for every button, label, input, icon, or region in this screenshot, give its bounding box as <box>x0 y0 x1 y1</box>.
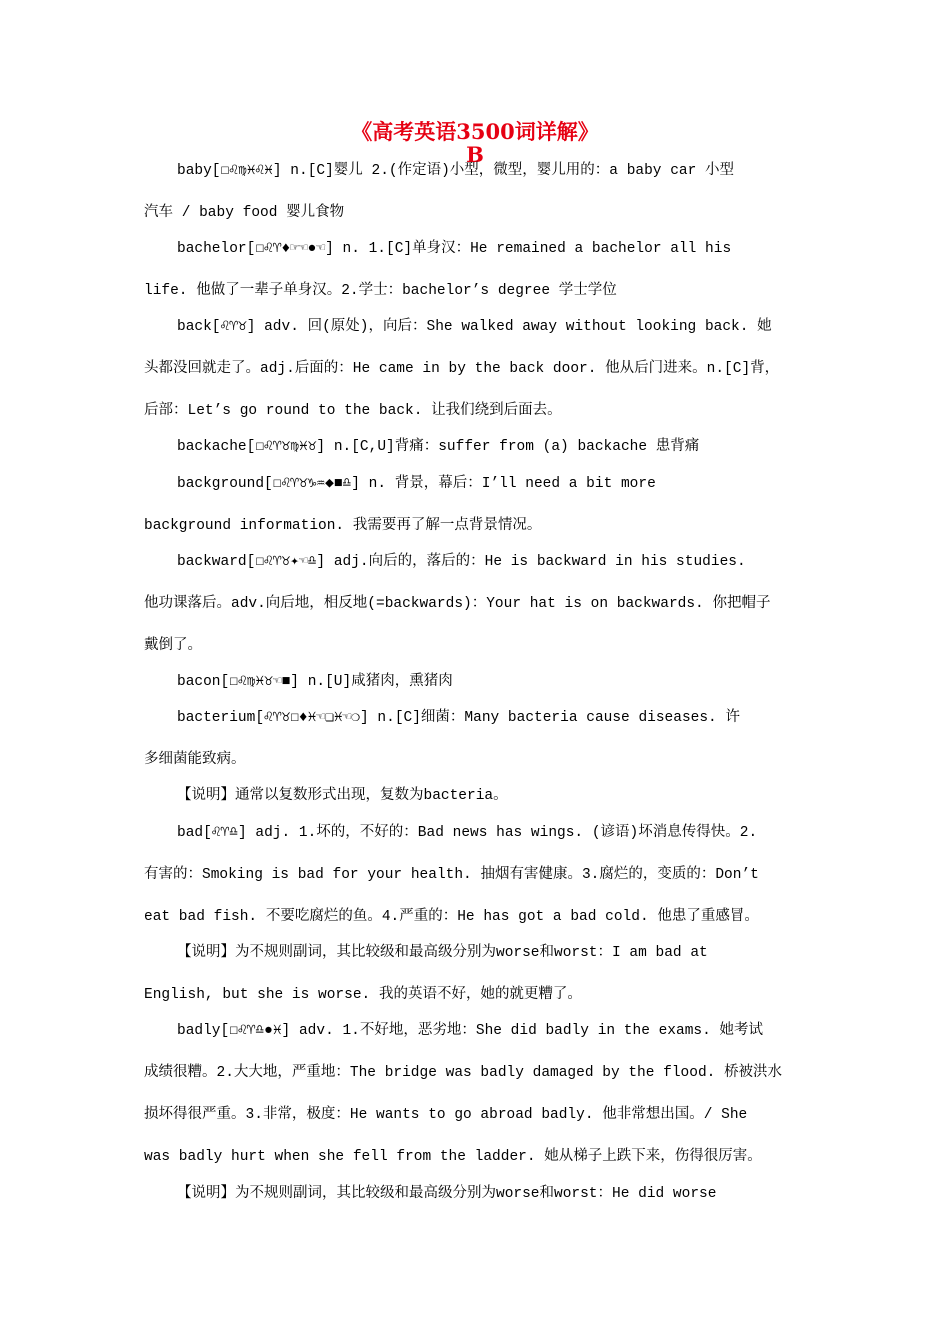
text-line <box>144 228 808 270</box>
text-line-content: 成绩很糟。2.大大地，严重地：The bridge was badly damaged by the flood. 桥被洪水 <box>144 1065 783 1081</box>
text-line-content: backache[☐♌♈♉♍♓♉] n.[C,U]背痛：suffer from (a) backache 患背痛 <box>177 439 700 455</box>
text-line <box>144 1052 808 1094</box>
text-line-content: 有害的：Smoking is bad for your health. 抽烟有害健康。3.腐烂的，变质的：Don’t <box>144 867 759 883</box>
text-line-content: bachelor[☐♌♈♦☞☜●☜] n. 1.[C]单身汉：He remained a bachelor all his <box>177 241 732 257</box>
text-line-content: 多细菌能致病。 <box>144 752 246 768</box>
text-line <box>144 812 808 854</box>
text-line-content: backward[☐♌♈♉✦☜♎] adj.向后的，落后的：He is backward in his studies. <box>177 554 746 570</box>
text-line <box>144 541 808 583</box>
section-letter: B <box>466 142 484 167</box>
text-line-content: 【说明】为不规则副词，其比较级和最高级分别为worse和worst：He did worse <box>177 1186 717 1202</box>
text-line <box>144 1136 808 1178</box>
text-line-content: 头都没回就走了。adj.后面的：He came in by the back door. 他从后门进来。n.[C]背， <box>144 361 780 377</box>
text-line-content: bad[♌♈♎] adj. 1.坏的，不好的：Bad news has wings. (谚语)坏消息传得快。2. <box>177 825 758 841</box>
text-line-content: eat bad fish. 不要吃腐烂的鱼。4.严重的：He has got a bad cold. 他患了重感冒。 <box>144 909 759 925</box>
text-line <box>144 932 808 974</box>
text-line <box>144 854 808 896</box>
text-line-content: 戴倒了。 <box>144 638 202 654</box>
text-line-content: 后部：Let’s go round to the back. 让我们绕到后面去。 <box>144 403 562 419</box>
text-line-content: 他功课落后。adv.向后地，相反地(=backwards)：Your hat is on backwards. 你把帽子 <box>144 596 771 612</box>
text-line-content: baby[☐♌♍♓♌♓] n.[C]婴儿 2.(作定语)小型，微型，婴儿用的：a baby car 小型 <box>177 163 735 179</box>
text-line <box>144 1173 808 1215</box>
text-line-content: 【说明】为不规则副词，其比较级和最高级分别为worse和worst：I am bad at <box>177 945 708 961</box>
text-line-content: bacterium[♌♈♉☐♦♓☜❏♓☜❍] n.[C]细菌：Many bacteria cause diseases. 许 <box>177 710 740 726</box>
text-line <box>144 348 808 390</box>
text-line-content: life. 他做了一辈子单身汉。2.学士：bachelor’s degree 学士学位 <box>144 283 617 299</box>
text-line <box>144 1094 808 1136</box>
text-line <box>144 150 808 192</box>
text-line-content: background[☐♌♈♉♑♒◆■♎] n. 背景，幕后：I’ll need a bit more <box>177 476 656 492</box>
text-line <box>144 775 808 817</box>
text-line-content: was badly hurt when she fell from the ladder. 她从梯子上跌下来，伤得很厉害。 <box>144 1149 762 1165</box>
text-line-content: bacon[☐♌♍♓♉☜■] n.[U]咸猪肉，熏猪肉 <box>177 674 453 690</box>
text-line-content: English, but she is worse. 我的英语不好，她的就更糟了。 <box>144 987 582 1003</box>
text-line <box>144 463 808 505</box>
text-line-content: back[♌♈♉] adv. 回(原处)，向后：She walked away without looking back. 她 <box>177 319 772 335</box>
document-title: 《高考英语3500词详解》 <box>351 119 599 144</box>
text-line <box>144 306 808 348</box>
text-line-content: badly[☐♌♈♎●♓] adv. 1.不好地，恶劣地：She did badly in the exams. 她考试 <box>177 1023 764 1039</box>
text-line <box>144 1010 808 1052</box>
text-line-content: 汽车 / baby food 婴儿食物 <box>144 205 345 221</box>
text-line <box>144 583 808 625</box>
text-line <box>144 426 808 468</box>
text-line <box>144 697 808 739</box>
text-line-content: 【说明】通常以复数形式出现，复数为bacteria。 <box>177 788 508 804</box>
text-line-content: background information. 我需要再了解一点背景情况。 <box>144 518 542 534</box>
text-line-content: 损坏得很严重。3.非常，极度：He wants to go abroad badly. 他非常想出国。/ She <box>144 1107 748 1123</box>
